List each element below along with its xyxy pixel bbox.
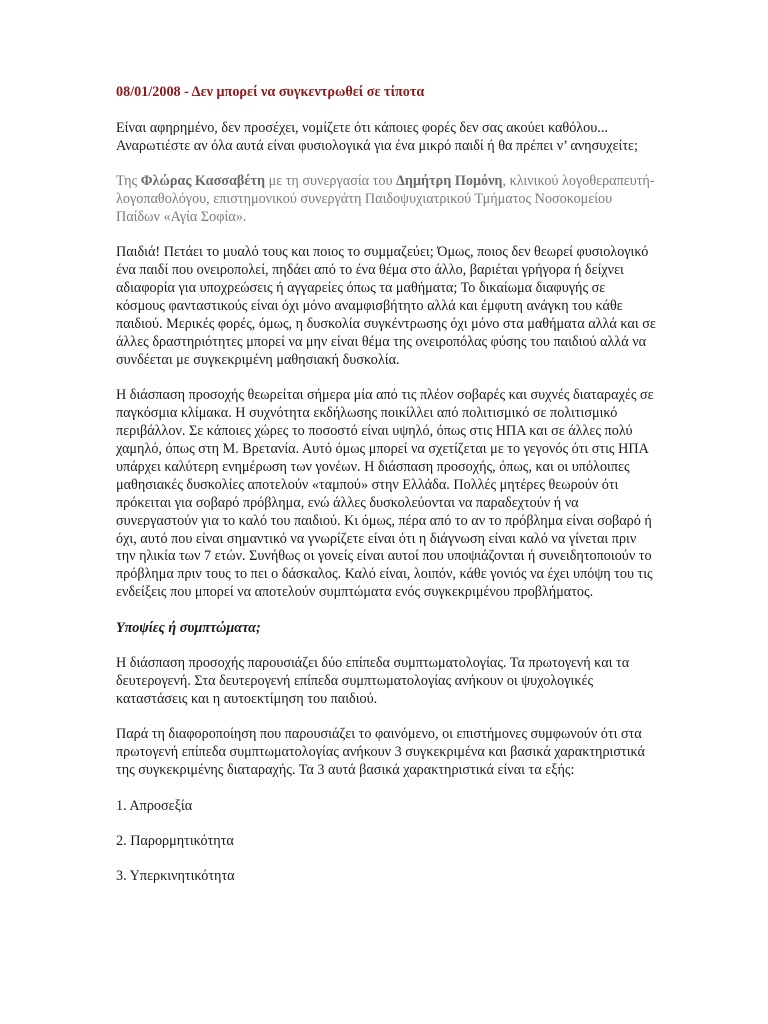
- list-item: 3. Υπερκινητικότητα: [116, 868, 235, 885]
- credit-prefix: Της: [116, 173, 141, 190]
- credit-middle: με τη συνεργασία του: [265, 173, 397, 190]
- credit-suffix: , κλινικού λογοθεραπευτή-λογοπαθολόγου, επιστημονικού συνεργάτη Παιδοψυχιατρικού Τμήματος Νοσοκομείου Παίδων «Αγία Σοφία».: [116, 173, 655, 226]
- body-paragraph: Παρά τη διαφοροποίηση που παρουσιάζει το φαινόμενο, οι επιστήμονες συμφωνούν ότι στα πρωτογενή επίπεδα συμπτωματολογίας ανήκουν 3 συγκεκριμένα και βασικά χαρακτηριστικά της συγκεκριμένης διαταραχής. Τα 3 αυτά βασικά χαρακτηριστικά είναι τα εξής:: [116, 726, 645, 779]
- body-paragraph: Η διάσπαση προσοχής παρουσιάζει δύο επίπεδα συμπτωματολογίας. Τα πρωτογενή και τα δευτερογενή. Στα δευτερογενή επίπεδα συμπτωματολογίας ανήκουν οι ψυχολογικές καταστάσεις και η αυτοεκτίμηση του παιδιού.: [116, 655, 630, 707]
- credit-collaborator: Δημήτρη Πομόνη: [396, 173, 503, 190]
- section-heading: Υποψίες ή συμπτώματα;: [116, 619, 261, 636]
- author-credit: [116, 173, 656, 227]
- body-paragraph: Η διάσπαση προσοχής θεωρείται σήμερα μία από τις πλέον σοβαρές και συχνές διαταραχές σε παγκόσμια κλίμακα. Η συχνότητα εκδήλωσης ποικίλλει από πολιτισμικό σε πολιτισμικό περιβάλλον. Σε κάποιες χώρες το ποσοστό είναι υψηλό, όπως στις ΗΠΑ και σε άλλες πολύ χαμηλό, όπως στη Μ. Βρετανία. Αυτό όμως μπορεί να σχετίζεται με το γεγονός ότι στις ΗΠΑ υπάρχει καλύτερη ενημέρωση των γονέων. Η διάσπαση προσοχής, όπως, και οι υπόλοιπες μαθησιακές δυσκολίες αποτελούν «ταμπού» στην Ελλάδα. Πολλές μητέρες θεωρούν ότι πρόκειται για σοβαρό πρόβλημα, ενώ άλλες δυσκολεύονται να παραδεχτούν ή να συνεργαστούν για το καλό του παιδιού. Κι όμως, πέρα από το αν το πρόβλημα είναι σοβαρό ή όχι, αυτό που είναι σημαντικό να γνωρίζετε είναι ότι η διάγνωση είναι καλό να γίνεται πριν την ηλικία των 7 ετών. Συνήθως οι γονείς είναι αυτοί που υποψιάζονται ή συνειδητοποιούν το πρόβλημα πριν τους το πει ο δάσκαλος. Καλό είναι, λοιπόν, κάθε γονιός να έχει υπόψη του τις ενδείξεις που μπορεί να αποτελούν συμπτώματα ενός συγκεκριμένου προβλήματος.: [116, 387, 654, 601]
- intro-paragraph: Είναι αφηρημένο, δεν προσέχει, νομίζετε ότι κάποιες φορές δεν σας ακούει καθόλου... Αναρωτιέστε αν όλα αυτά είναι φυσιολογικά για ένα μικρό παιδί ή θα πρέπει ν’ ανησυχείτε;: [116, 119, 638, 154]
- document-page: [116, 84, 656, 904]
- list-item: 2. Παρορμητικότητα: [116, 832, 234, 849]
- credit-author: Φλώρας Κασσαβέτη: [140, 173, 266, 190]
- article-title: 08/01/2008 - Δεν μπορεί να συγκεντρωθεί σε τίποτα: [116, 84, 425, 100]
- list-item: 1. Απροσεξία: [116, 797, 193, 814]
- body-paragraph: Παιδιά! Πετάει το μυαλό τους και ποιος το συμμαζεύει; Όμως, ποιος δεν θεωρεί φυσιολογικό ένα παιδί που ονειροπολεί, πηδάει από το ένα θέμα στο άλλο, βαριέται γρήγορα ή δείχνει αδιαφορία για υποχρεώσεις ή αγγαρείες όπως τα μαθήματα; Το δικαίωμα διαφυγής σε κόσμους φανταστικούς είναι όχι μόνο αναμφισβήτητο αλλά και έμφυτη ανάγκη του κάθε παιδιού. Μερικές φορές, όμως, η δυσκολία συγκέντρωσης όχι μόνο στα μαθήματα αλλά και σε άλλες δραστηριότητες μπορεί να μην είναι θέμα της ονειροπόλας φύσης του παιδιού αλλά να συνδέεται με συγκεκριμένη μαθησιακή δυσκολία.: [116, 244, 656, 368]
